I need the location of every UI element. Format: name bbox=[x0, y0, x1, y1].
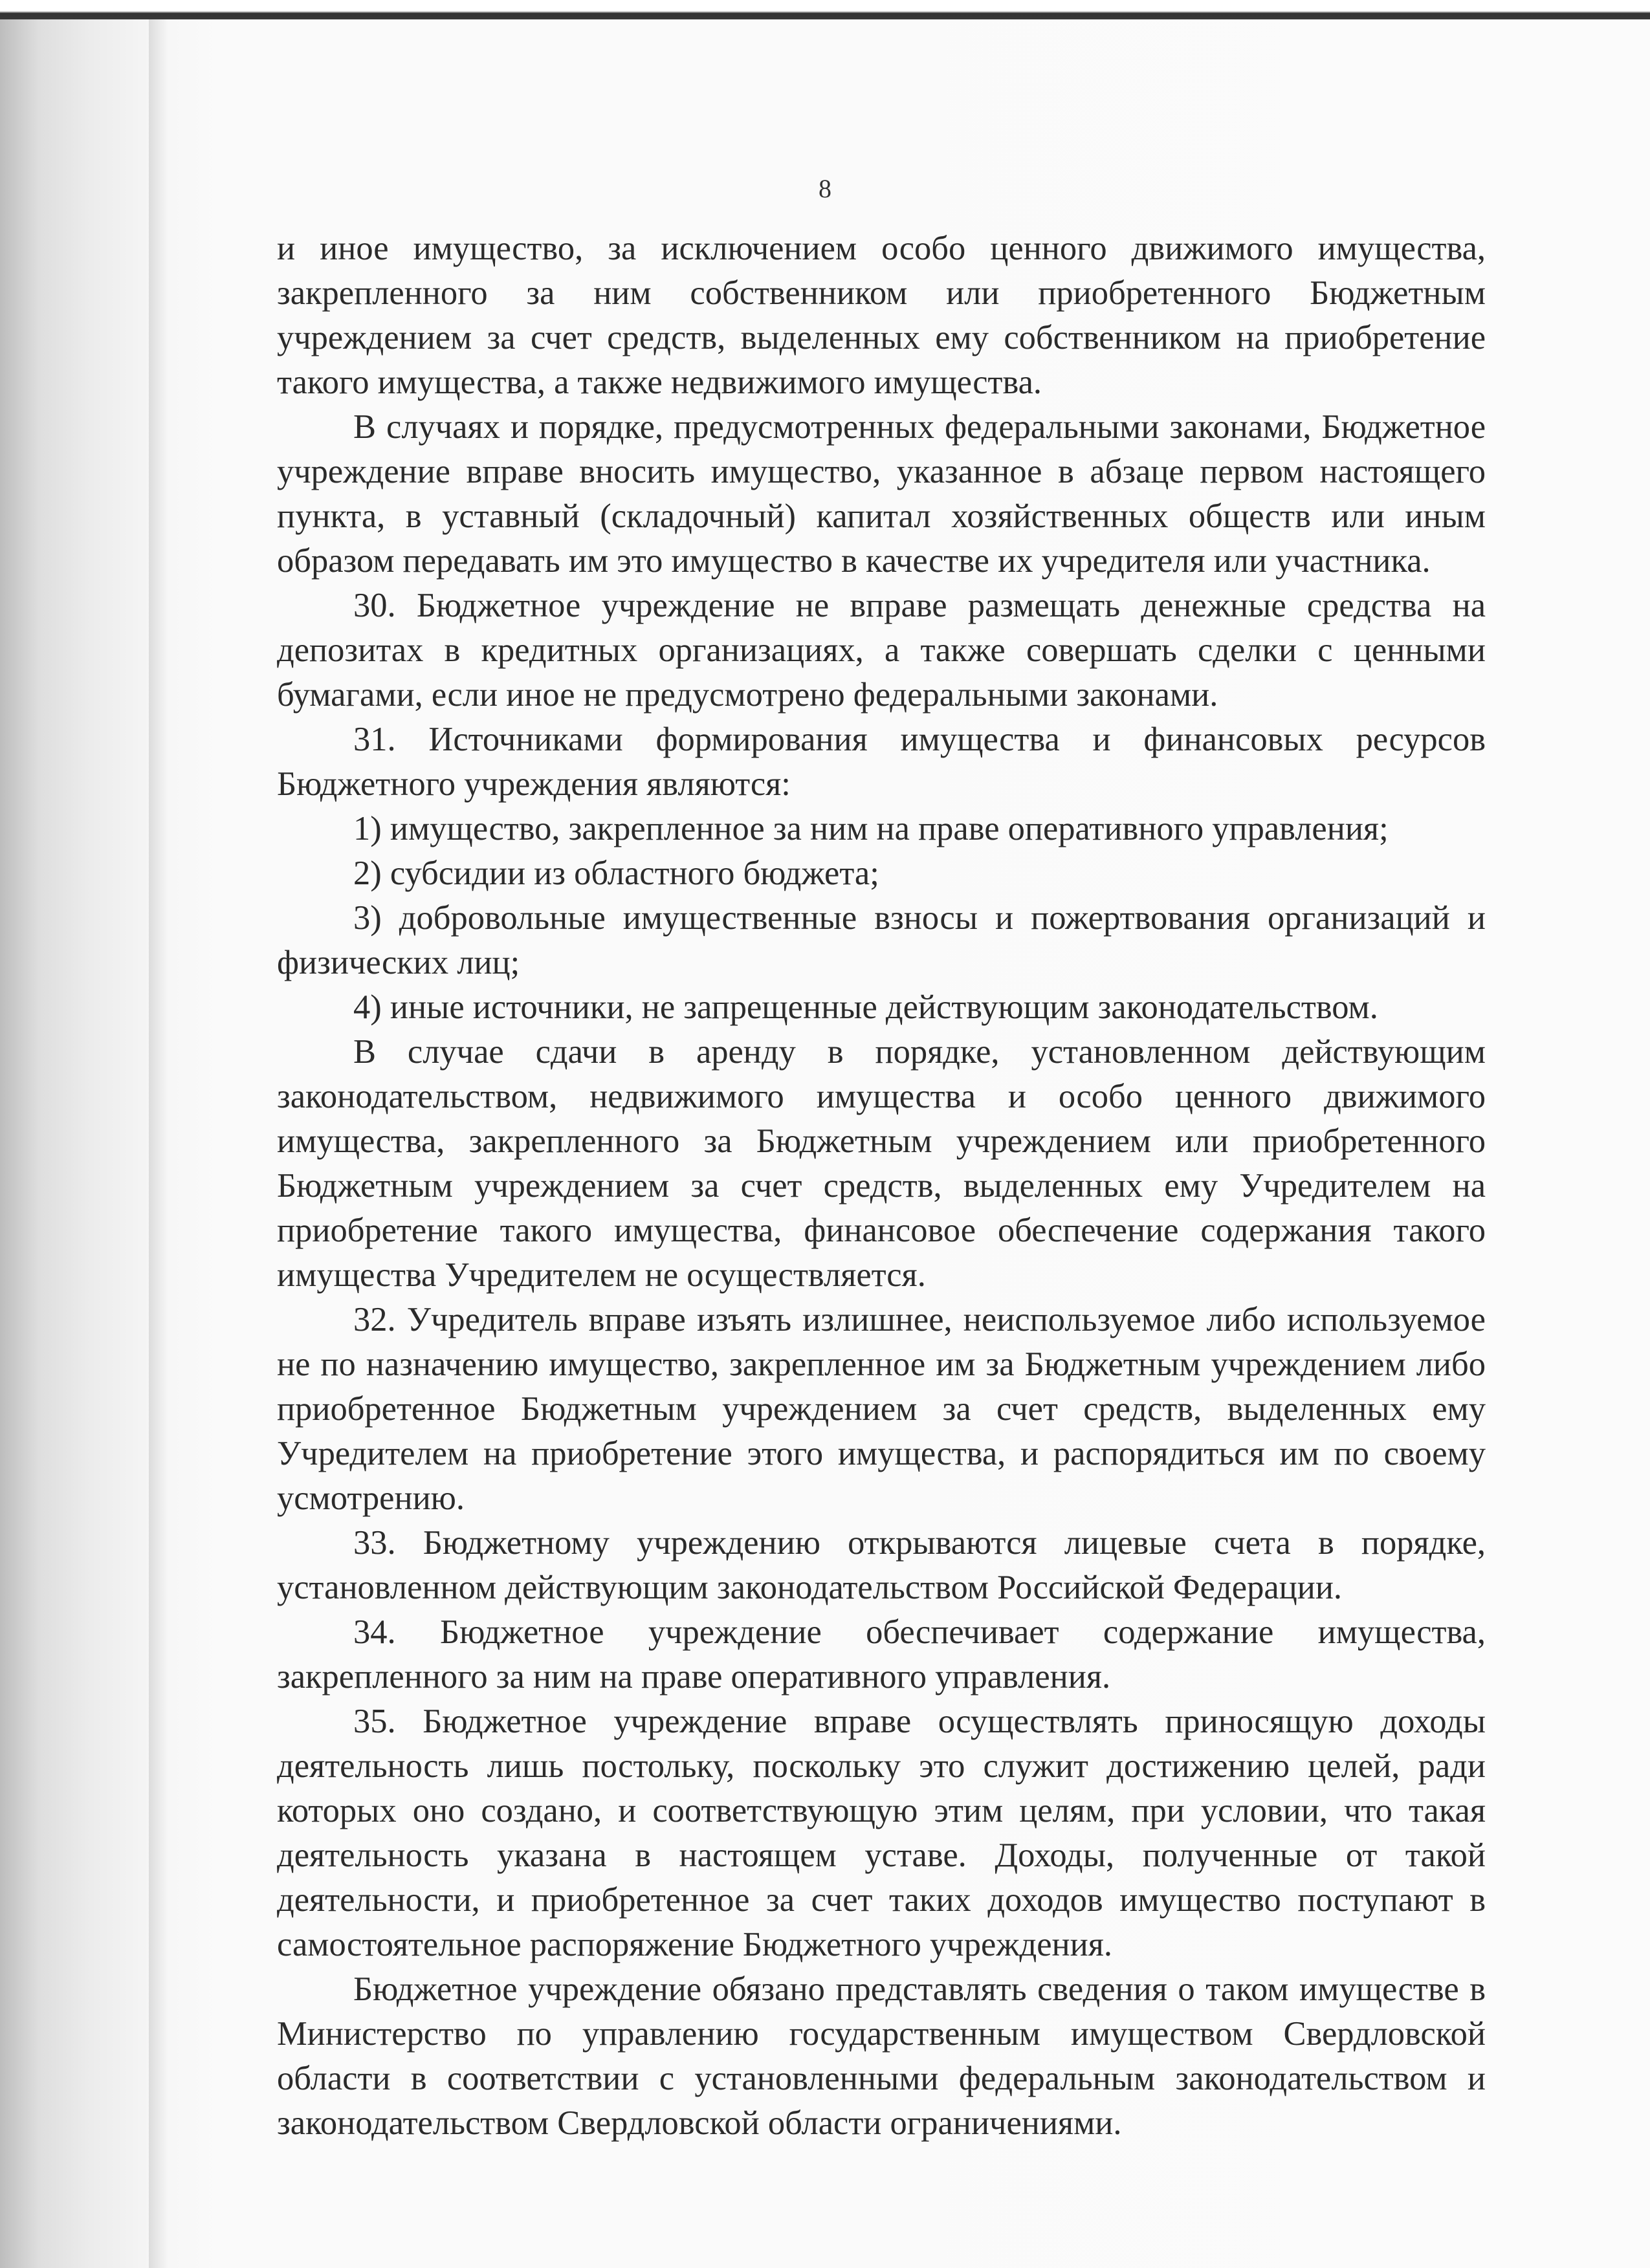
paragraph-lease: В случае сдачи в аренду в порядке, установленном действующим законодательством, недвижимого имущества и особо ценного движимого имущества, закрепленного за Бюджетным учреждением или приобретенного Бюджетным учреждением за счет средств, выделенных ему Учредителем на приобретение такого имущества, финансовое обеспечение содержания такого имущества Учредителем не осуществляется. bbox=[277, 1033, 1486, 1294]
page-number: 8 bbox=[819, 174, 831, 203]
list-item-4: 4) иные источники, не запрещенные действующим законодательством. bbox=[353, 988, 1378, 1026]
page-fold-shadow bbox=[149, 19, 168, 2268]
paragraph-clause-32: 32. Учредитель вправе изъять излишнее, неиспользуемое либо используемое не по назначению имущество, закрепленное им за Бюджетным учреждением либо приобретенное Бюджетным учреждением за счет средств, выделенных ему Учредителем на приобретение этого имущества, и распорядиться им по своему усмотрению. bbox=[277, 1301, 1486, 1517]
paragraph-charter-capital: В случаях и порядке, предусмотренных федеральными законами, Бюджетное учреждение вправе вносить имущество, указанное в абзаце первом настоящего пункта, в уставный (складочный) капитал хозяйственных обществ или иным образом передавать им это имущество в качестве их учредителя или участника. bbox=[277, 408, 1486, 580]
paragraph-continuation: и иное имущество, за исключением особо ценного движимого имущества, закрепленного за ним собственником или приобретенного Бюджетным учреждением за счет средств, выделенных ему собственником на приобретение такого имущества, а также недвижимого имущества. bbox=[277, 230, 1486, 401]
paragraph-clause-30: 30. Бюджетное учреждение не вправе размещать денежные средства на депозитах в кредитных организациях, а также совершать сделки с ценными бумагами, если иное не предусмотрено федеральными законами. bbox=[277, 587, 1486, 714]
document-body bbox=[277, 226, 1486, 2146]
paragraph-clause-33: 33. Бюджетному учреждению открываются лицевые счета в порядке, установленном действующим законодательством Российской Федерации. bbox=[277, 1524, 1486, 1606]
paragraph-clause-35: 35. Бюджетное учреждение вправе осуществлять приносящую доходы деятельность лишь постольку, поскольку это служит достижению целей, ради которых оно создано, и соответствующую этим целям, при условии, что такая деятельность указана в настоящем уставе. Доходы, полученные от такой деятельности, и приобретенное за счет таких доходов имущество поступают в самостоятельное распоряжение Бюджетного учреждения. bbox=[277, 1703, 1486, 1963]
list-item-1: 1) имущество, закрепленное за ним на праве оперативного управления; bbox=[353, 810, 1389, 847]
underlying-page-edge bbox=[0, 0, 1650, 13]
paragraph-clause-31: 31. Источниками формирования имущества и финансовых ресурсов Бюджетного учреждения являются: bbox=[277, 721, 1486, 803]
list-item-2: 2) субсидии из областного бюджета; bbox=[353, 855, 879, 892]
paragraph-reporting: Бюджетное учреждение обязано представлять сведения о таком имуществе в Министерство по управлению государственным имуществом Свердловской области в соответствии с установленными федеральным законодательством и законодательством Свердловской области ограничениями. bbox=[277, 1970, 1486, 2142]
paragraph-clause-34: 34. Бюджетное учреждение обеспечивает содержание имущества, закрепленного за ним на праве оперативного управления. bbox=[277, 1613, 1486, 1696]
list-item-3: 3) добровольные имущественные взносы и пожертвования организаций и физических лиц; bbox=[277, 899, 1486, 981]
